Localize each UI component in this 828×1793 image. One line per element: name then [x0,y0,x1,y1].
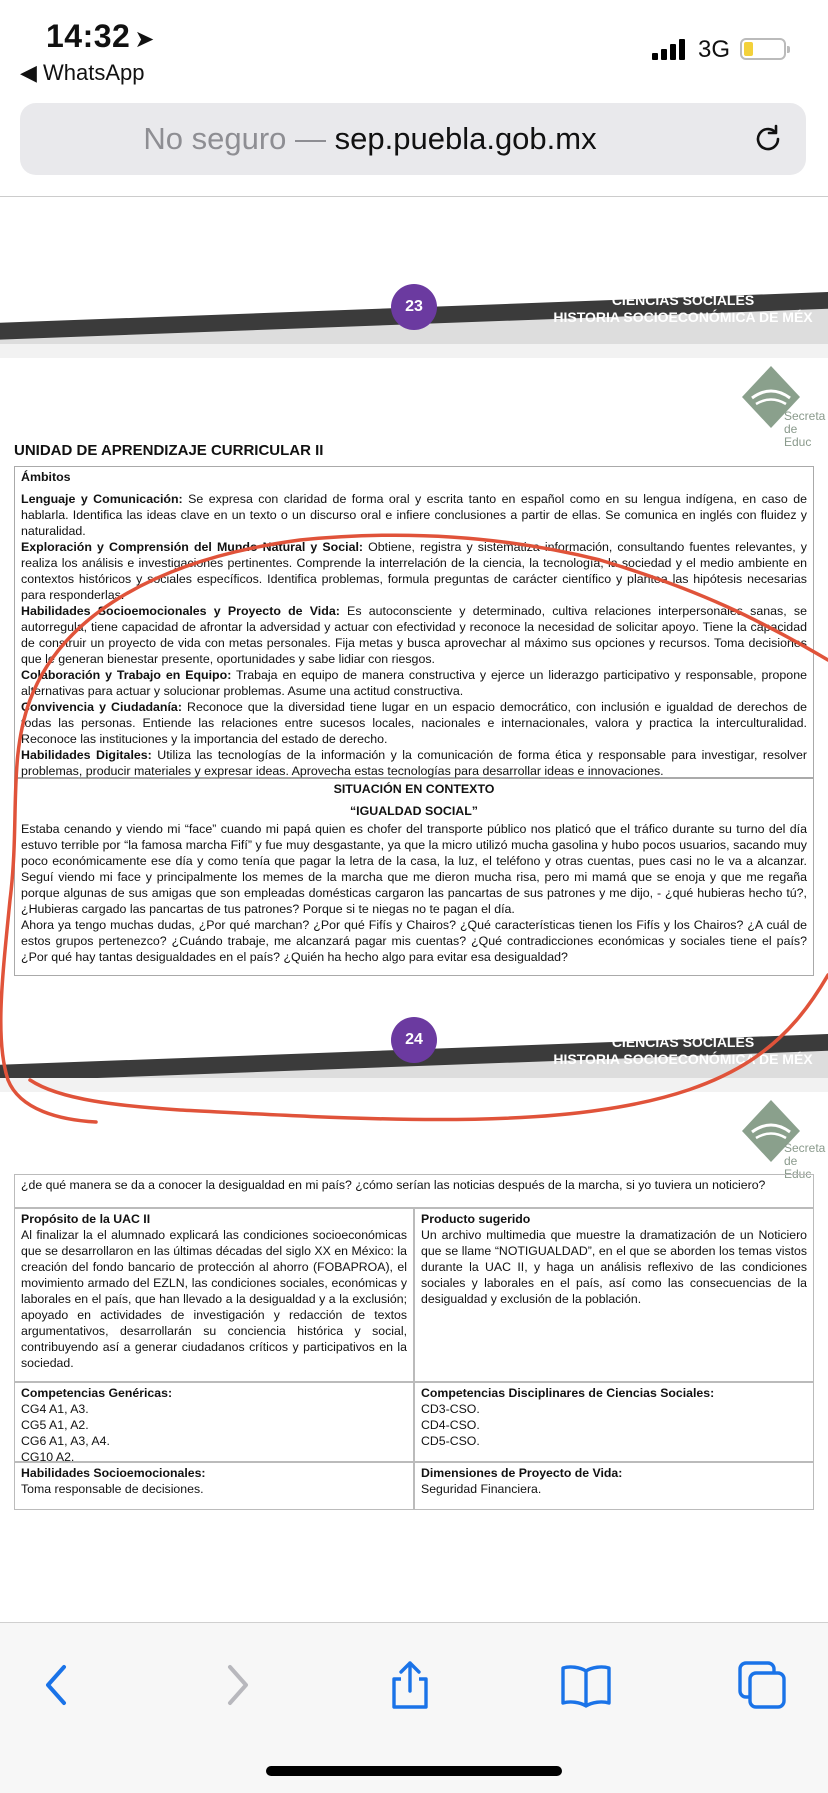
bookmarks-icon[interactable] [558,1657,614,1713]
producto-cell [414,1208,814,1382]
ambito-item: Habilidades Digitales: Utiliza las tecnologías de la información y la comunicación de forma ética y responsable para investigar, resolver problemas, producir materiales y expresar ideas. Aprovecha estas tecnologías para desarrollar ideas e innovaciones. [21,748,808,778]
producto-text: Un archivo multimedia que muestre la dramatización de un Noticiero que se llame “NOTIGUALDAD”, en el que se aborden los temas vistos durante la UAC II, y haga un análisis reflexivo de las condiciones sociales y laborales en el país, así como las consecuencias de la desigualdad y exclusión de la población. [421,1228,807,1306]
proposito-title: Propósito de la UAC II [21,1212,151,1226]
page-header-title: CIENCIAS SOCIALES HISTORIA SOCIOECONÓMICA DE MÉX [553,1034,813,1067]
page-header-title: CIENCIAS SOCIALES HISTORIA SOCIOECONÓMICA DE MÉX [553,292,813,325]
situacion-title: SITUACIÓN EN CONTEXTO [333,782,495,796]
address-bar[interactable] [20,103,806,175]
url-text[interactable] [20,121,720,157]
signal-icon [652,38,690,60]
situacion-paragraph: Estaba cenando y viendo mi “face” cuando mi papá quien es chofer del transporte público nos platicó que el tráfico durante su turno del día estuvo terrible por “la famosa marcha Fifí” y fue muy desgastante, ya que la micro utilizó mucha gasolina y hubo pocos usuarios, sacando muy poco económicamente ese día y como tenía que pagar la letra de la casa, la luz, el teléfono y otras cuentas, pues casi no le va a alcanzar. Seguí viendo mi face y principalmente los memes de la marcha que me dieron mucha risa, pero mi mamá que se enoja y que me regaña porque algunas de sus amigas que son empleadas domésticas cargaron las pancartas de sus patrones y me dijo, - ¿qué hubieras hecho tú?, ¿Hubieras cargado las pancartas de tus patrones? Porque si te niegas no te pagan el día. [21,822,807,916]
reload-icon[interactable] [752,123,784,155]
competencias-genericas-cell [14,1382,414,1462]
competencias-disciplinares-cell [414,1382,814,1462]
situacion-paragraph: Ahora ya tengo muchas dudas, ¿Por qué marchan? ¿Por qué Fifís y Chairos? ¿Qué características tienen los Fifís y los Chairos? ¿A cuál de estos grupos pertenezco? ¿Cuándo trabaje, me alcanzará pagar mis cuentas? ¿Qué contradicciones económicas y sociales tiene el país? ¿Por qué hay tantas desigualdades en el país? ¿Quién ha hecho algo para evitar esa desigualdad? [21,918,807,964]
back-app-label: WhatsApp [43,60,145,85]
hs-title: Habilidades Socioemocionales: [21,1466,206,1480]
ambitos-title: Ámbitos [21,470,71,484]
share-icon[interactable] [382,1657,438,1713]
forward-arrow-icon[interactable] [208,1657,264,1713]
clock: 14:32 ➤ [46,18,155,54]
logo-text: Secreta de Educ [784,409,826,449]
ambito-item: Lenguaje y Comunicación: Se expresa con claridad de forma oral y escrita tanto en español como en su lengua indígena, en caso de hablarla. Identifica las ideas clave en un texto o un discurso oral e infiere conclusiones a partir de ellas. Se comunica en inglés con fluidez y naturalidad. [21,492,807,538]
producto-title: Producto sugerido [421,1212,531,1226]
divider [0,196,828,197]
tabs-icon[interactable] [734,1657,790,1713]
dpv-text: Seguridad Financiera. [421,1482,542,1496]
location-arrow-icon: ➤ [134,26,155,53]
cd-title: Competencias Disciplinares de Ciencias Sociales: [421,1386,715,1400]
status-bar [0,0,828,100]
dpv-title: Dimensiones de Proyecto de Vida: [421,1466,623,1480]
proposito-text: Al finalizar la el alumnado explicará las condiciones socioeconómicas que se desarrollaron en las últimas décadas del siglo XX en México: la creación del fondo bancario de protección al ahorro (FOBAPROA), el movimiento armado del EZLN, las condiciones sociales, económicas y laborales en el país, que han llevado a la desigualdad y a la exclusión; apoyado en actividades de investigación y redacción de textos argumentativos, desarrollarán su conciencia histórica y social, contribuyendo así a generar ciudadanos críticos y participativos en la sociedad. [21,1228,407,1370]
list-item: CD5-CSO. [421,1434,480,1448]
network-type: 3G [698,36,731,63]
ambito-item: Convivencia y Ciudadanía: Reconoce que la diversidad tiene lugar en un espacio democrático, con inclusión e igualdad de derechos de todas las personas. Entiende las relaciones entre sucesos locales, nacionales e internacionales, valora y practica la interculturalidad. Reconoce las instituciones y la importancia del estado de derecho. [21,700,807,746]
list-item: CD3-CSO. [421,1402,480,1416]
logo-text: Secreta de Educ [784,1141,826,1181]
ambito-item: Habilidades Socioemocionales y Proyecto de Vida: Es autoconsciente y determinado, cultiva relaciones interpersonales sanas, se autorregula, tiene capacidad de afrontar la adversidad y actuar con efectividad y reconoce la necesidad de solicitar apoyo. Tiene la capacidad de construir un proyecto de vida con metas personales. Fija metas y busca aprovechar al máximo sus opciones y recursos. Toma decisiones que le generan bienestar presente, oportunidades y sabe lidiar con riesgos. [21,604,807,666]
list-item: CG4 A1, A3. [21,1402,89,1416]
page-gap [0,344,828,358]
url-domain: sep.puebla.gob.mx [334,121,597,156]
page-number-badge: 23 [391,284,437,330]
dimensiones-cell [414,1462,814,1510]
hs-text: Toma responsable de decisiones. [21,1482,204,1496]
unit-title: UNIDAD DE APRENDIZAJE CURRICULAR II [14,442,324,459]
page-gap [0,1078,828,1092]
question-cell: ¿de qué manera se da a conocer la desigualdad en mi país? ¿cómo serían las noticias después de la marcha, si yo tuviera un noticiero? [14,1174,814,1208]
cg-title: Competencias Genéricas: [21,1386,173,1400]
back-to-app-link[interactable]: ◀ WhatsApp [20,60,145,85]
habilidades-socioemocionales-cell [14,1462,414,1510]
ambito-item: Exploración y Comprensión del Mundo Natural y Social: Obtiene, registra y sistematiza información, consultando fuentes relevantes, y realiza los análisis e investigaciones pertinentes. Comprende la interrelación de la ciencia, la tecnología, la sociedad y el medio ambiente en contextos históricos y sociales específicos. Identifica problemas, formula preguntas de carácter científico y plantea las hipótesis necesarias para responderlas. [21,540,807,602]
list-item: CG6 A1, A3, A4. [21,1434,110,1448]
page-number-badge: 24 [391,1017,437,1063]
list-item: CG10 A2. [21,1450,75,1464]
ambitos-box [14,466,814,778]
list-item: CD4-CSO. [421,1418,480,1432]
battery-icon [740,38,786,60]
proposito-cell [14,1208,414,1382]
list-item: CG5 A1, A2. [21,1418,89,1432]
ambito-item: Colaboración y Trabajo en Equipo: Trabaja en equipo de manera constructiva y ejerce un liderazgo participativo y responsable, propone alternativas para actuar y solucionar problemas. Asume una actitud constructiva. [21,668,807,698]
url-security-label: No seguro — [143,121,335,156]
situacion-subtitle: “IGUALDAD SOCIAL” [349,804,479,818]
situacion-box [14,778,814,976]
home-indicator[interactable] [266,1766,562,1776]
back-arrow-icon[interactable] [30,1657,86,1713]
